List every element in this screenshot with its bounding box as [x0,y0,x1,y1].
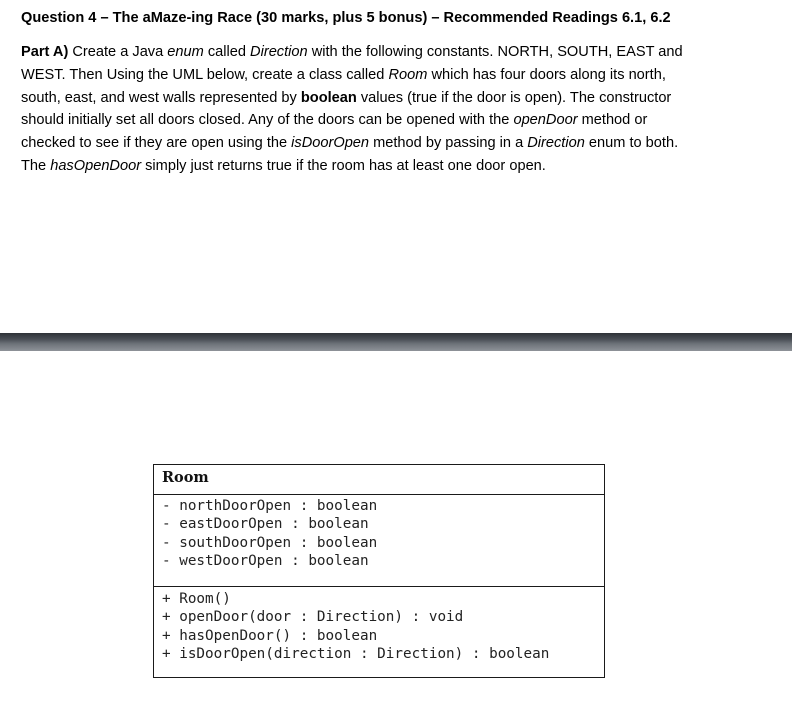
text-run: called [203,44,251,60]
text-run: WEST. Then Using the UML below, create a class called [21,66,389,83]
text-run: with the following constants. NORTH, SOUTH, EAST and [307,44,683,60]
paragraph-line [21,87,761,110]
part-a-paragraph [21,41,761,178]
bold-text: Part A) [21,44,69,60]
text-run: should initially set all doors closed. Any of the doors can be opened with the [21,112,514,129]
uml-class-name: Room [154,465,604,495]
paragraph-line [21,109,761,132]
text-run: method or [577,112,648,129]
uml-class-diagram [153,464,605,678]
paragraph-line [21,64,761,87]
question-title: Question 4 – The aMaze-ing Race (30 marks, plus 5 bonus) – Recommended Readings 6.1, 6.2 [21,10,671,26]
paragraph-line [21,155,761,178]
uml-attribute: - westDoorOpen : boolean [162,552,369,569]
bold-text: boolean [300,89,357,106]
text-run: method by passing in a [369,135,528,152]
uml-operations [154,587,604,663]
section-divider [0,333,792,351]
uml-operation: + Room() [162,591,231,607]
italic-text: Room [388,66,428,83]
uml-attribute: - eastDoorOpen : boolean [162,516,369,533]
uml-operation: + hasOpenDoor() : boolean [162,627,378,644]
italic-text: hasOpenDoor [50,157,142,174]
uml-attribute: - southDoorOpen : boolean [162,534,378,551]
italic-text: enum [167,44,204,60]
italic-text: Direction [250,44,308,60]
text-run: values (true if the door is open). The constructor [356,89,672,106]
italic-text: Direction [527,135,585,152]
italic-text: isDoorOpen [291,135,370,152]
paragraph-line [21,41,761,64]
uml-operation: + openDoor(door : Direction) : void [162,609,464,626]
text-run: which has four doors along its north, [427,66,666,83]
paragraph-line [21,132,761,155]
uml-attribute: - northDoorOpen : boolean [162,498,378,514]
text-run: enum to both. [584,135,679,152]
uml-operation: + isDoorOpen(direction : Direction) : boolean [162,645,550,662]
text-run: checked to see if they are open using the [21,135,292,152]
italic-text: openDoor [513,112,578,129]
text-run: simply just returns true if the room has at least one door open. [141,157,546,174]
uml-attributes [154,495,604,587]
text-run: Create a Java [68,44,168,60]
text-run: south, east, and west walls represented by [21,89,301,106]
text-run: The [21,157,51,174]
